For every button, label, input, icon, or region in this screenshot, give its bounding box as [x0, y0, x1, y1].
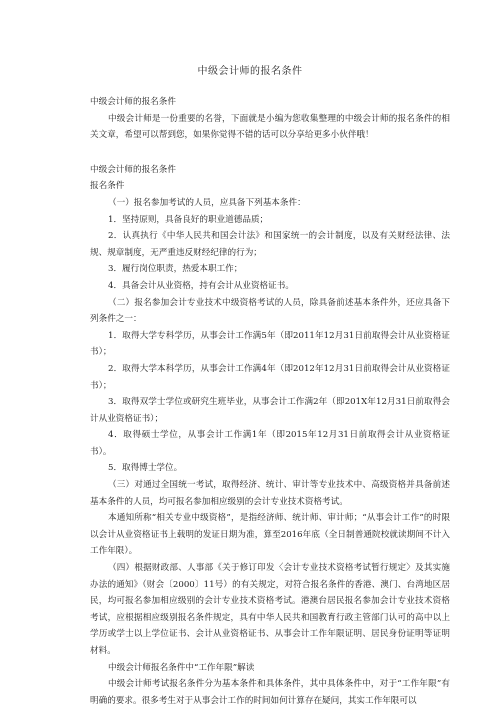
paragraph-gap	[90, 144, 450, 162]
paragraph: 1．坚持原则，具备良好的职业道德品质；	[108, 214, 269, 225]
paragraph: 2．认真执行《中华人民共和国会计法》和国家统一的会计制度，以及有关财经法律、法规、规章制度，无严重违反财经纪律的行为；	[90, 231, 450, 258]
page-title: 中级会计师的报名条件	[197, 66, 303, 77]
paragraph: 5．取得博士学位。	[108, 463, 183, 474]
paragraph: （二）报名参加会计专业技术中级资格考试的人员，除具备前述基本条件外，还应具备下列条件之一：	[90, 297, 450, 325]
paragraph: 中级会计师的报名条件	[90, 97, 176, 107]
paragraph: 1．取得大学专科学历，从事会计工作满5年（即2011年12月31日前取得会计从业资格证书）；	[90, 330, 450, 358]
paragraph: 中级会计师是一份重要的名誉，下面就是小编为您收集整理的中级会计师的报名条件的相关文章，希望可以帮到您，如果你觉得不错的话可以分享给更多小伙伴哦！	[90, 113, 450, 141]
paragraph: （三）对通过全国统一考试，取得经济、统计、审计等专业技术中、高级资格并具备前述基本条件的人员，均可报名参加相应级别的会计专业技术资格考试。	[90, 480, 450, 507]
paragraph: 中级会计师报名条件中“工作年限”解读	[108, 662, 255, 673]
document-body	[90, 94, 450, 709]
paragraph: 4．具备会计从业资格，持有会计从业资格证书。	[108, 280, 294, 291]
paragraph: 2．取得大学本科学历，从事会计工作满4年（即2012年12月31日前取得会计从业资格证书）；	[90, 363, 450, 391]
paragraph: 中级会计师考试报名条件分为基本条件和具体条件，其中具体条件中，对于“工作年限”有明确的要求。很多考生对于从事会计工作的时间如何计算存在疑问，其实工作年限可以	[90, 679, 450, 706]
paragraph: 3．履行岗位职责，热爱本职工作；	[108, 264, 243, 275]
paragraph: （一）报名参加考试的人员，应具备下列基本条件：	[108, 197, 306, 208]
paragraph: 本通知所称“相关专业中级资格”，是指经济师、统计师、审计师；“从事会计工作”的时限以会计从业资格证书上载明的发证日期为准，算至2016年底（全日制普通院校就读期间不计入工作年限）。	[90, 513, 450, 557]
paragraph: 中级会计师的报名条件	[90, 164, 176, 175]
paragraph: （四）根据财政部、人事部《关于修订印发〈会计专业技术资格考试暂行规定〉及其实施办法的通知》（财会〔2000〕11号）的有关规定，对符合报名条件的香港、澳门、台湾地区居民，均可报名参加相应级别的会计专业技术资格考试。港澳台居民报名参加会计专业技术资格考试，应根据相应级别报名条件规定，具有中华人民共和国教育行政主管部门认可的高中以上学历或学士以上学位证书、会计从业资格证书、从事会计工作年限证明、居民身份证明等证明材料。	[90, 563, 450, 656]
paragraph: 报名条件	[90, 181, 125, 192]
paragraph: 3．取得双学士学位或研究生班毕业，从事会计工作满2年（即201X年12月31日前取得会计从业资格证书）；	[90, 397, 450, 424]
paragraph: 4．取得硕士学位，从事会计工作满1年（即2015年12月31日前取得会计从业资格证书）。	[90, 430, 450, 457]
